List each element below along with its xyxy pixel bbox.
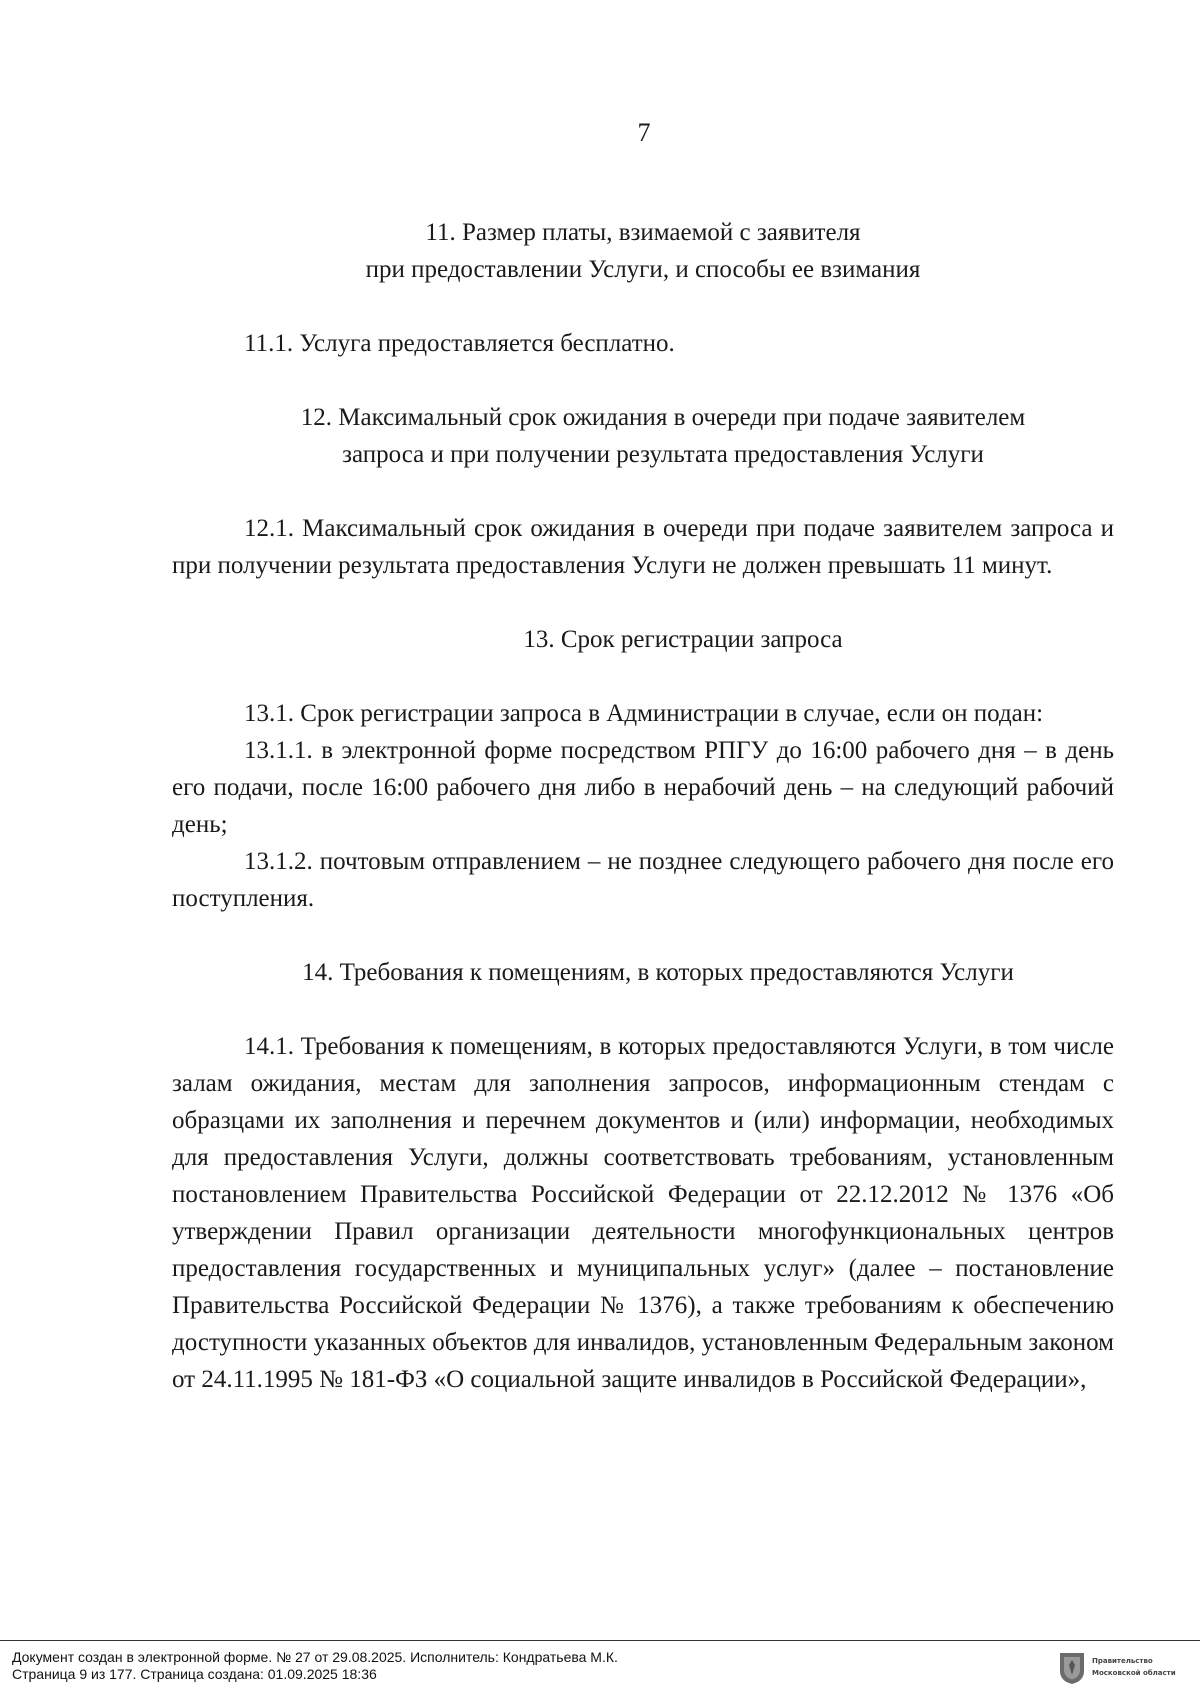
section-12-heading-line-1: 12. Максимальный срок ожидания в очереди при подаче заявителем [300,404,1026,431]
government-logo [1058,1651,1198,1689]
footer-line-2: Страница 9 из 177. Страница создана: 01.09.2025 18:36 [12,1666,377,1682]
footer-text [12,1649,618,1683]
logo-line-1: Правительство [1092,1657,1153,1665]
section-12-heading [172,399,1114,473]
section-14-heading: 14. Требования к помещениям, в которых предоставляются Услуги [302,959,1014,986]
section-11-heading-line-1: 11. Размер платы, взимаемой с заявителя [425,219,861,246]
paragraph-13-1-1: 13.1.1. в электронной форме посредством РПГУ до 16:00 рабочего дня – в день его подачи, после 16:00 рабочего дня либо в нерабочий день – на следующий рабочий день; [172,737,1114,838]
document-footer [0,1640,1200,1699]
section-11-heading-line-2: при предоставлении Услуги, и способы ее взимания [365,256,921,283]
paragraph-13-1-2: 13.1.2. почтовым отправлением – не позднее следующего рабочего дня после его поступления. [172,848,1114,912]
section-12-heading-line-2: запроса и при получении результата предоставления Услуги [342,441,984,468]
section-11-heading [172,214,1114,288]
coat-of-arms-icon [1058,1651,1086,1685]
logo-text [1092,1655,1176,1679]
paragraph-12-1: 12.1. Максимальный срок ожидания в очереди при подаче заявителем запроса и при получении результата предоставления Услуги не должен превышать 11 минут. [172,515,1114,579]
paragraph-14-1: 14.1. Требования к помещениям, в которых предоставляются Услуги, в том числе залам ожидания, местам для заполнения запросов, информационным стендам с образцами их заполнения и перечнем документов и (или) информации, необходимых для предоставления Услуги, должны соответствовать требованиям, установленным постановлением Правительства Российской Федерации от 22.12.2012 № 1376 «Об утверждении Правил организации деятельности многофункциональных центров предоставления государственных и муниципальных услуг» (далее – постановление Правительства Российской Федерации № 1376), а также требованиям к обеспечению доступности указанных объектов для инвалидов, установленным Федеральным законом от 24.11.1995 № 181-ФЗ «О социальной защите инвалидов в Российской Федерации», [172,1033,1114,1393]
paragraph-11-1: 11.1. Услуга предоставляется бесплатно. [244,330,675,357]
logo-line-2: Московской области [1092,1669,1176,1677]
page-number: 7 [637,118,651,147]
section-13-heading: 13. Срок регистрации запроса [523,626,843,653]
footer-line-1: Документ создан в электронной форме. № 27 от 29.08.2025. Исполнитель: Кондратьева М.К. [12,1649,618,1665]
document-body [172,214,1114,1398]
paragraph-13-1: 13.1. Срок регистрации запроса в Администрации в случае, если он подан: [244,700,1044,727]
